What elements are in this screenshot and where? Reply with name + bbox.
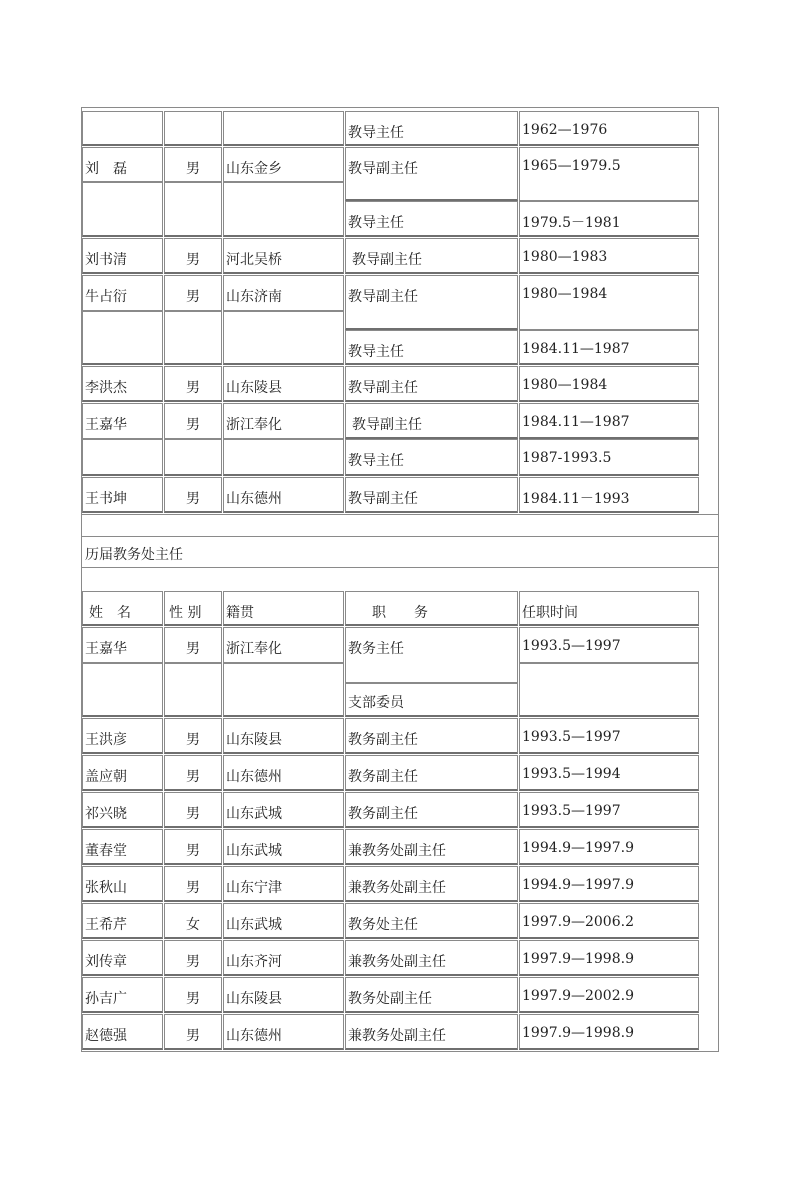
- gender-cell: [164, 663, 222, 717]
- origin-cell: 山东陵县: [223, 366, 344, 402]
- gender-cell: 男: [164, 940, 222, 976]
- table-row: [82, 755, 699, 791]
- name-cell: 牛占衍: [82, 275, 163, 311]
- name-cell: 祁兴晓: [82, 792, 163, 828]
- name-cell: 王希芹: [82, 903, 163, 939]
- name-cell: [82, 182, 163, 237]
- post-cell: 教导主任: [345, 330, 518, 365]
- section-title: 历届教务处主任: [82, 536, 718, 568]
- period-cell: 1987-1993.5: [519, 439, 699, 476]
- table-row: [82, 403, 699, 476]
- table-row: [82, 718, 699, 754]
- period-cell: 1993.5—1997: [519, 792, 699, 828]
- period-cell: 1980—1984: [519, 275, 699, 330]
- period-cell: 1979.5－1981: [519, 201, 699, 237]
- table-row: [82, 627, 699, 717]
- header-origin: 籍贯: [223, 591, 344, 626]
- gender-cell: 男: [164, 627, 222, 663]
- origin-cell: 山东武城: [223, 792, 344, 828]
- header-period: 任职时间: [519, 591, 699, 626]
- post-cell: 教导主任: [345, 111, 518, 146]
- name-cell: 王洪彦: [82, 718, 163, 754]
- post-cell: 教务副主任: [345, 718, 518, 754]
- gender-cell: 男: [164, 238, 222, 274]
- period-cell: 1994.9—1997.9: [519, 866, 699, 902]
- gender-cell: 男: [164, 866, 222, 902]
- post-cell: 教导副主任: [345, 477, 518, 513]
- post-cell: 教务副主任: [345, 755, 518, 791]
- period-cell: 1980—1984: [519, 366, 699, 402]
- origin-cell: 山东武城: [223, 903, 344, 939]
- gender-cell: 男: [164, 403, 222, 439]
- name-cell: 孙吉广: [82, 977, 163, 1013]
- table-row: [82, 977, 699, 1013]
- table-row: [82, 903, 699, 939]
- gender-cell: [164, 111, 222, 146]
- name-cell: 李洪杰: [82, 366, 163, 402]
- name-cell: 刘传章: [82, 940, 163, 976]
- gender-cell: [164, 182, 222, 237]
- post-cell: 兼教务处副主任: [345, 940, 518, 976]
- name-cell: [82, 663, 163, 717]
- table-row: [82, 1014, 699, 1050]
- origin-cell: 山东德州: [223, 477, 344, 513]
- gender-cell: 男: [164, 1014, 222, 1050]
- post-cell: 兼教务处副主任: [345, 1014, 518, 1050]
- name-cell: 王嘉华: [82, 627, 163, 663]
- name-cell: 盖应朝: [82, 755, 163, 791]
- header-gender: 性 别: [164, 591, 222, 626]
- post-cell: 教导副主任: [345, 366, 518, 402]
- table-row: [82, 147, 699, 237]
- origin-cell: 山东宁津: [223, 866, 344, 902]
- post-cell: 教导主任: [345, 439, 518, 476]
- post-cell: 教导副主任: [345, 275, 518, 330]
- origin-cell: 山东金乡: [223, 147, 344, 182]
- table-row: [82, 866, 699, 902]
- header-name: 姓 名: [82, 591, 163, 626]
- origin-cell: 山东德州: [223, 1014, 344, 1050]
- origin-cell: 浙江奉化: [223, 403, 344, 439]
- origin-cell: 河北吴桥: [223, 238, 344, 274]
- origin-cell: 山东德州: [223, 755, 344, 791]
- period-cell: 1997.9—2002.9: [519, 977, 699, 1013]
- period-cell: 1997.9—1998.9: [519, 940, 699, 976]
- name-cell: [82, 111, 163, 146]
- gender-cell: 男: [164, 755, 222, 791]
- post-cell: 兼教务处副主任: [345, 866, 518, 902]
- post-cell: 教导副主任: [345, 238, 518, 274]
- origin-cell: 山东齐河: [223, 940, 344, 976]
- gender-cell: [164, 439, 222, 476]
- origin-cell: 浙江奉化: [223, 627, 344, 663]
- post-cell: 教务主任: [345, 627, 518, 683]
- gender-cell: 男: [164, 477, 222, 513]
- origin-cell: [223, 182, 344, 237]
- origin-cell: 山东陵县: [223, 718, 344, 754]
- origin-cell: [223, 111, 344, 146]
- gender-cell: 女: [164, 903, 222, 939]
- section-divider: [82, 514, 718, 536]
- name-cell: 王书坤: [82, 477, 163, 513]
- name-cell: 赵德强: [82, 1014, 163, 1050]
- origin-cell: 山东陵县: [223, 977, 344, 1013]
- name-cell: 刘书清: [82, 238, 163, 274]
- post-cell: 教务副主任: [345, 792, 518, 828]
- gender-cell: 男: [164, 366, 222, 402]
- name-cell: 张秋山: [82, 866, 163, 902]
- period-cell: 1993.5—1994: [519, 755, 699, 791]
- gender-cell: 男: [164, 792, 222, 828]
- origin-cell: 山东济南: [223, 275, 344, 311]
- table-row: [82, 238, 699, 274]
- table-row: [82, 940, 699, 976]
- table-row: [82, 275, 699, 365]
- origin-cell: 山东武城: [223, 829, 344, 865]
- post-cell: 教导副主任: [345, 403, 518, 439]
- gender-cell: 男: [164, 147, 222, 182]
- gender-cell: 男: [164, 275, 222, 311]
- origin-cell: [223, 311, 344, 365]
- origin-cell: [223, 439, 344, 476]
- period-cell: [519, 663, 699, 717]
- period-cell: 1984.11—1987: [519, 403, 699, 439]
- gender-cell: 男: [164, 829, 222, 865]
- period-cell: 1993.5—1997: [519, 718, 699, 754]
- table-row: [82, 111, 699, 146]
- origin-cell: [223, 663, 344, 717]
- header-post: 职 务: [345, 591, 518, 626]
- period-cell: 1993.5—1997: [519, 627, 699, 663]
- post-cell: 兼教务处副主任: [345, 829, 518, 865]
- gender-cell: 男: [164, 977, 222, 1013]
- table-row: [82, 366, 699, 402]
- post-cell: 教导主任: [345, 201, 518, 237]
- gender-cell: 男: [164, 718, 222, 754]
- table-row: [82, 829, 699, 865]
- table-row: [82, 477, 699, 513]
- period-cell: 1984.11—1987: [519, 330, 699, 365]
- post-cell: 教务处副主任: [345, 977, 518, 1013]
- period-cell: 1962—1976: [519, 111, 699, 146]
- name-cell: 董春堂: [82, 829, 163, 865]
- name-cell: 王嘉华: [82, 403, 163, 439]
- post-cell: 教务处主任: [345, 903, 518, 939]
- post-cell: 教导副主任: [345, 147, 518, 201]
- period-cell: 1997.9—2006.2: [519, 903, 699, 939]
- gender-cell: [164, 311, 222, 365]
- period-cell: 1980—1983: [519, 238, 699, 274]
- period-cell: 1994.9—1997.9: [519, 829, 699, 865]
- period-cell: 1984.11－1993: [519, 477, 699, 513]
- table-header-row: [82, 591, 699, 626]
- name-cell: [82, 311, 163, 365]
- period-cell: 1965—1979.5: [519, 147, 699, 201]
- name-cell: 刘 磊: [82, 147, 163, 182]
- period-cell: 1997.9—1998.9: [519, 1014, 699, 1050]
- name-cell: [82, 439, 163, 476]
- table-row: [82, 792, 699, 828]
- post-cell: 支部委员: [345, 683, 518, 717]
